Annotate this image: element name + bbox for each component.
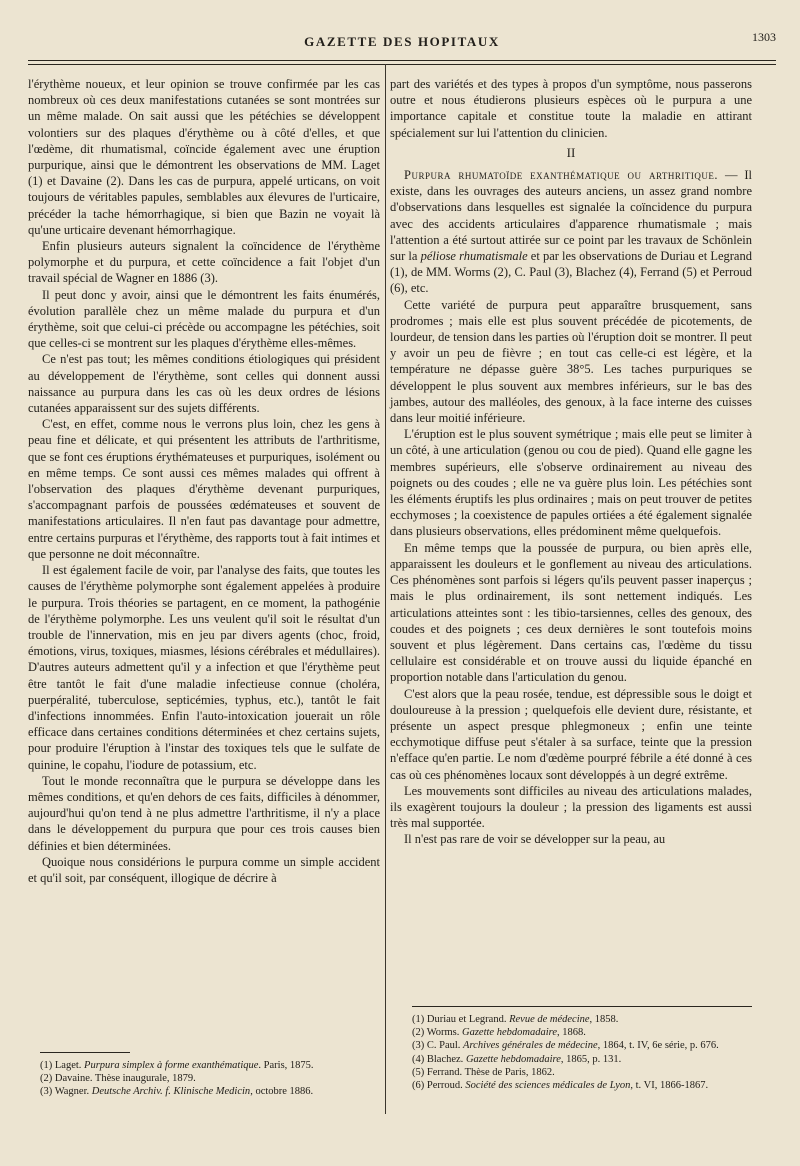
left-paragraph-1: l'érythème noueux, et leur opinion se trouve confirmée par les cas nombreux où ces deux manifestations cutanées se sont montrées sur un même malade. On sait aussi que les pétéchies se développent volontiers sur des plaques d'érythème ou à côté d'elles, et que l'œdème, dit rhumatismal, coïncide également avec une éruption purpurique, ainsi que le démontrent les observations de MM. Laget (1) et Davaine (2). Dans les cas de purpura, appelé urticans, on voit toujours de véritables papules, semblables aux élevures de l'urticaire, précéder la tache hémorrhagique, si bien que Bazin ne voyait là qu'une urticaire devenant hémorrhagique. <box>28 77 380 237</box>
left-paragraph-8: Quoique nous considérions le purpura comme un simple accident et qu'il soit, par conséquent, illogique de décrire à <box>28 854 380 885</box>
right-footnotes <box>412 1006 772 1092</box>
column-divider <box>385 64 386 1114</box>
right-paragraph-6: Il n'est pas rare de voir se développer sur la peau, au <box>404 832 666 847</box>
journal-title: GAZETTE DES HOPITAUX <box>304 34 500 49</box>
left-paragraph-6: Il est également facile de voir, par l'analyse des faits, que toutes les causes de l'érythème polymorphe sont également appelées à produire le purpura. Trois théories se partagent, en ce moment, la pathogénie de l'érythème polymorphe. Les uns veulent qu'il soit le résultat d'un trouble de l'innervation, mis en jeu par divers agents (choc, froid, émotions, virus, toxiques, miasmes, lésions cérébrales et médullaires). D'autres auteurs admettent qu'il y a infection et que l'érythème peut être tantôt le fait d'une maladie infectieuse connue (choléra, puerpéralité, tuberculose, septicémies, typhus, etc.), tantôt le fait d'infections innommées. Enfin l'auto-intoxication jouerait un rôle efficace dans certaines conditions déterminées et chez certains sujets, pour produire l'éruption à l'instar des toxiques tels que le sulfate de quinine, le copahu, l'iodure de potassium, etc. <box>28 563 380 772</box>
section-heading: Purpura rhumatoïde exanthématique ou arthritique. <box>404 168 719 183</box>
footnote-right-5: (5) Ferrand. Thèse de Paris, 1862. <box>412 1066 555 1078</box>
footnote-right-6: (6) Perroud. Société des sciences médicales de Lyon, t. VI, 1866-1867. <box>412 1080 709 1092</box>
footnote-right-1: (1) Duriau et Legrand. Revue de médecine, 1858. <box>412 1014 619 1025</box>
section-first-paragraph: Purpura rhumatoïde exanthématique ou arthritique. — Il existe, dans les ouvrages des auteurs anciens, un assez grand nombre d'observations dans lesquelles est signalée la coïncidence du purpura avec des accidents articulaires d'apparence rhumatismale ; mais l'attention a été surtout attirée sur ce point par les travaux de Schönlein sur la péliose rhumatismale et par les observations de Duriau et Legrand (1), de MM. Worms (2), C. Paul (3), Blachez (4), Ferrand (5) et Perroud (6), etc. <box>390 168 753 296</box>
header-rule-top <box>28 60 776 61</box>
left-paragraph-2: Enfin plusieurs auteurs signalent la coïncidence de l'érythème polymorphe et du purpura, et cette coïncidence a fait l'objet d'un travail spécial de Wagner en 1886 (3). <box>28 239 380 286</box>
footnote-rule <box>40 1052 130 1053</box>
left-paragraph-7: Tout le monde reconnaîtra que le purpura se développe dans les mêmes conditions, et qu'en dehors de ces faits, difficiles à dénommer, aujourd'hui qu'on tend à ne plus admettre l'arthritisme, il n'y a place dans le développement du purpura que pour ces trois causes bien définies et bien déterminées. <box>28 773 380 853</box>
left-paragraph-4: Ce n'est pas tout; les mêmes conditions étiologiques qui président au développement de l'érythème, sont celles qui donnent aussi naissance au purpura dans les cas où les deux ordres de lésions cutanées apparaissent sur des sujets différents. <box>28 352 380 416</box>
footnote-left-1: (1) Laget. Purpura simplex à forme exanthématique. Paris, 1875. <box>40 1060 314 1071</box>
left-paragraph-5: C'est, en effet, comme nous le verrons plus loin, chez les gens à peau fine et délicate, et qui présentent les attributs de l'arthritisme, que se font ces éruptions érythémateuses et purpuriques, isolément ou en même temps. Ce sont aussi ces mêmes malades qui offrent à l'observation des plaques d'érythème devenant purpuriques, s'accompagnant parfois de poussées œdémateuses et souvent de manifestations articulaires. Il n'en faut pas davantage pour admettre, entre certains purpuras et l'érythème, des rapports tout à fait intimes et que personne ne doit méconnaître. <box>28 417 380 561</box>
left-column <box>28 76 380 886</box>
header-rule-bottom <box>28 64 776 65</box>
footnote-right-4: (4) Blachez. Gazette hebdomadaire, 1865, p. 131. <box>412 1053 622 1065</box>
page-number: 1303 <box>752 30 776 44</box>
page-header <box>28 30 776 54</box>
footnote-right-2: (2) Worms. Gazette hebdomadaire, 1868. <box>412 1027 586 1039</box>
section-number: II <box>566 144 576 160</box>
footnote-left-3: (3) Wagner. Deutsche Archiv. f. Klinische Medicin, octobre 1886. <box>40 1086 314 1098</box>
right-paragraph-4: C'est alors que la peau rosée, tendue, est dépressible sous le doigt et douloureuse à la pression ; quelquefois elle devient dure, résistante, et présente un aspect presque phlegmoneux ; enfin une teinte ecchymotique diffuse peut s'étaler à sa surface, teinte que la pression n'efface qu'en partie. Le nom d'œdème pourpré fébrile a été donné à ces cas où ces phénomènes locaux sont développés à un degré extrême. <box>390 686 752 782</box>
right-paragraph-3: En même temps que la poussée de purpura, ou bien après elle, apparaissent les douleurs et le gonflement au niveau des articulations. Ces phénomènes sont parfois si légers qu'ils peuvent passer inaperçus ; mais le plus ordinairement, ils sont nettement indiqués. Les articulations atteintes sont : les tibio-tarsiennes, celles des genoux, des coudes et des poignets ; ces deux dernières le sont toutefois moins souvent et plus légèrement. Dans certains cas, l'œdème du tissu cellulaire est considérable et on trouve aussi du liquide épanché en proportion notable dans l'articulation du genou. <box>390 540 752 685</box>
footnote-rule <box>412 1006 752 1007</box>
right-paragraph-1: Cette variété de purpura peut apparaître brusquement, sans prodromes ; mais elle est plus souvent précédée de picotements, de lourdeur, de tension dans les parties où l'éruption doit se montrer. Il peut y avoir un peu de fièvre ; en tout cas celle-ci est légère, et la température ne dépasse guère 38°5. Les taches purpuriques se développent le plus souvent aux membres inférieurs, sur le bas des jambes, autour des malléoles, des genoux, à la face interne des cuisses dans leur moitié inférieure. <box>390 297 752 426</box>
footnote-right-3: (3) C. Paul. Archives générales de médecine, 1864, t. IV, 6e série, p. 676. <box>412 1040 719 1052</box>
right-paragraph-5: Les mouvements sont difficiles au niveau des articulations malades, ils exagèrent toujours la douleur ; la pression des ligaments est aussi très mal supportée. <box>390 783 752 831</box>
right-paragraph-2: L'éruption est le plus souvent symétrique ; mais elle peut se limiter à un côté, à une articulation (genou ou cou de pied). Quand elle gagne les membres supérieurs, elle s'observe ordinairement au niveau des poignets ou des coudes ; elle ne va guère plus loin. Les pétéchies sont les éléments éruptifs les plus ordinaires ; mais on peut trouver de petites ecchymoses ; la coexistence de papules ortiées a été également signalée dans plusieurs observations, elles prédominent même quelquefois. <box>390 427 752 539</box>
right-intro-paragraph: part des variétés et des types à propos d'un symptôme, nous passerons outre et nous étudierons plusieurs espèces où le purpura a une importance capitale et constitue toute la maladie en attirant spécialement sur lui l'attention du clinicien. <box>390 77 752 140</box>
footnote-left-2: (2) Davaine. Thèse inaugurale, 1879. <box>40 1073 196 1085</box>
left-footnotes <box>40 1052 380 1099</box>
left-paragraph-3: Il peut donc y avoir, ainsi que le démontrent les faits énumérés, évolution parallèle chez un même malade du purpura et d'un érythème, soit que celui-ci précède ou accompagne les pétéchies, soit que celles-ci se montrent sur les plaques d'érythème elles-mêmes. <box>28 287 380 351</box>
right-column <box>390 76 752 848</box>
